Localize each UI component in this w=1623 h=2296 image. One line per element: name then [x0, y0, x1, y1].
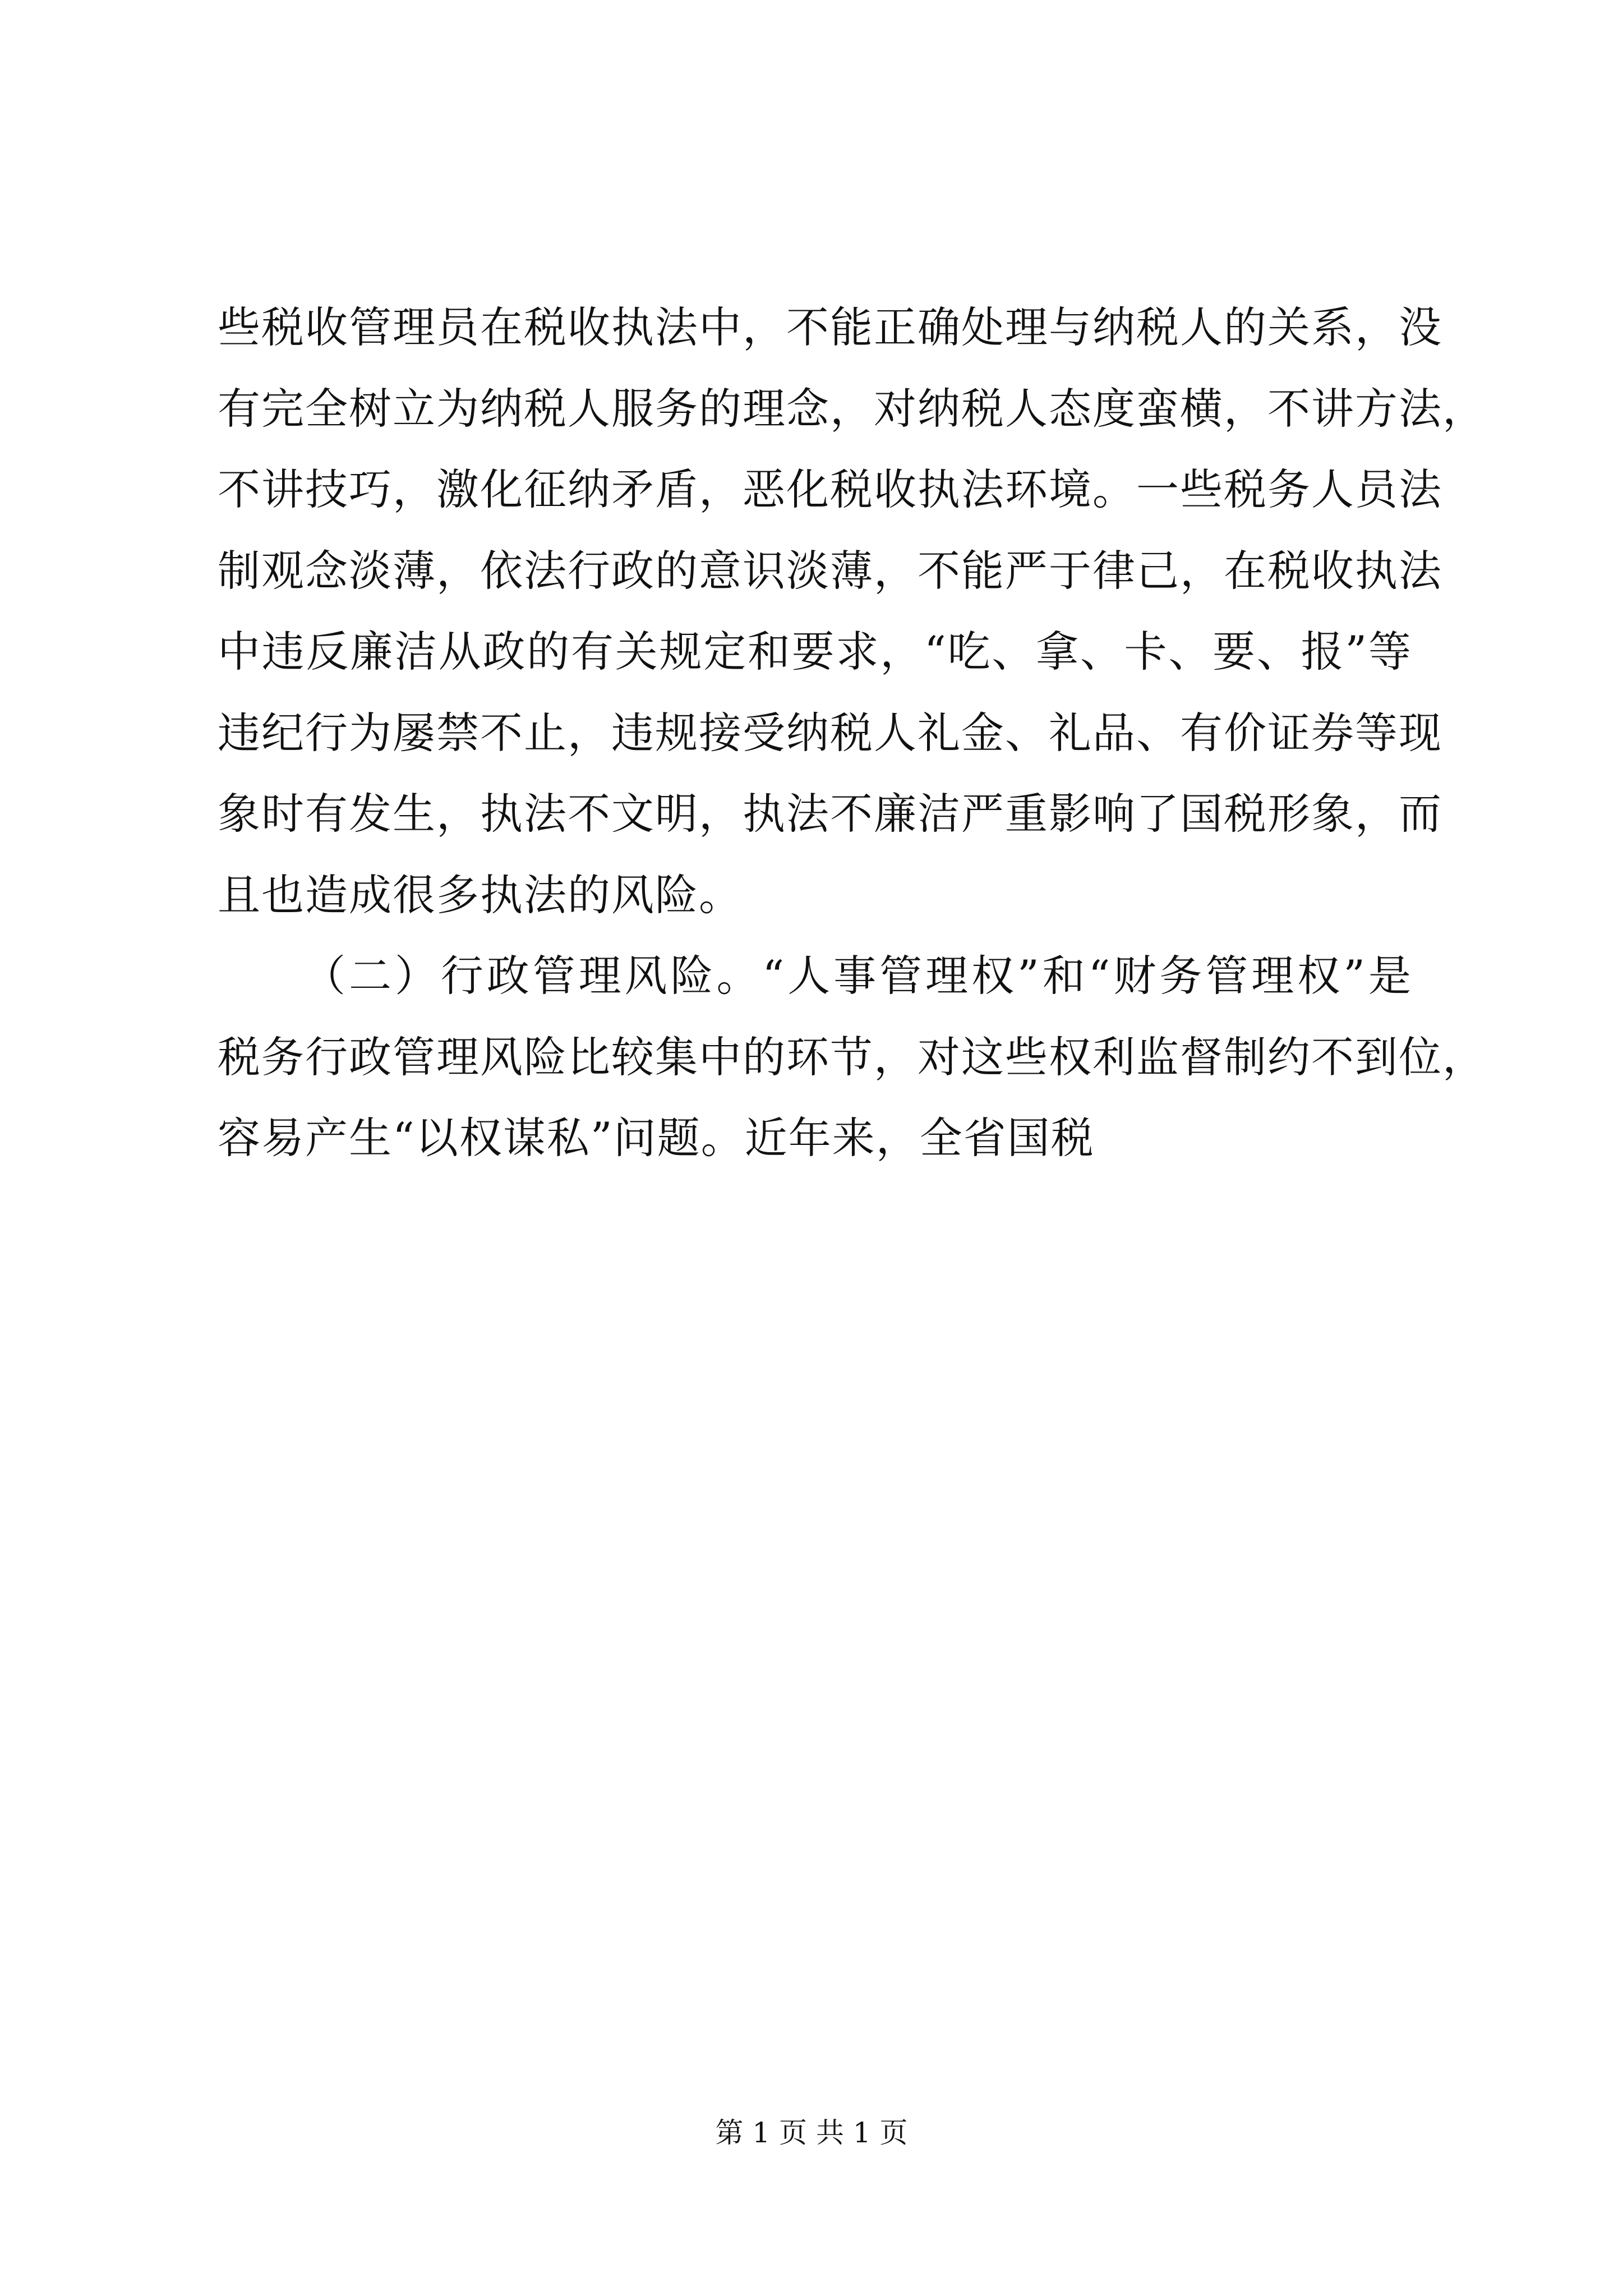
text-line: 不讲技巧，激化征纳矛盾，恶化税收执法环境。一些税务人员法: [218, 464, 1442, 514]
text-line: 中违反廉洁从政的有关规定和要求，“吃、拿、卡、要、报”等: [218, 627, 1412, 677]
page-number-footer: 第 1 页 共 1 页: [715, 2116, 908, 2149]
text-line: 制观念淡薄，依法行政的意识淡薄，不能严于律己，在税收执法: [218, 545, 1442, 596]
body-text: [218, 287, 1486, 1179]
text-line: 且也造成很多执法的风险。: [218, 869, 743, 920]
text-line: 有完全树立为纳税人服务的理念，对纳税人态度蛮横，不讲方法，: [218, 383, 1486, 434]
text-line: 容易产生“以权谋私”问题。近年来，全省国税: [218, 1113, 1095, 1163]
text-line: （二）行政管理风险。“人事管理权”和“财务管理权”是: [303, 951, 1412, 1001]
text-line: 些税收管理员在税收执法中，不能正确处理与纳税人的关系，没: [218, 302, 1442, 352]
text-line: 税务行政管理风险比较集中的环节，对这些权利监督制约不到位，: [218, 1032, 1486, 1082]
text-line: 象时有发生，执法不文明，执法不廉洁严重影响了国税形象，而: [218, 789, 1442, 839]
text-line: 违纪行为屡禁不止，违规接受纳税人礼金、礼品、有价证券等现: [218, 707, 1442, 758]
